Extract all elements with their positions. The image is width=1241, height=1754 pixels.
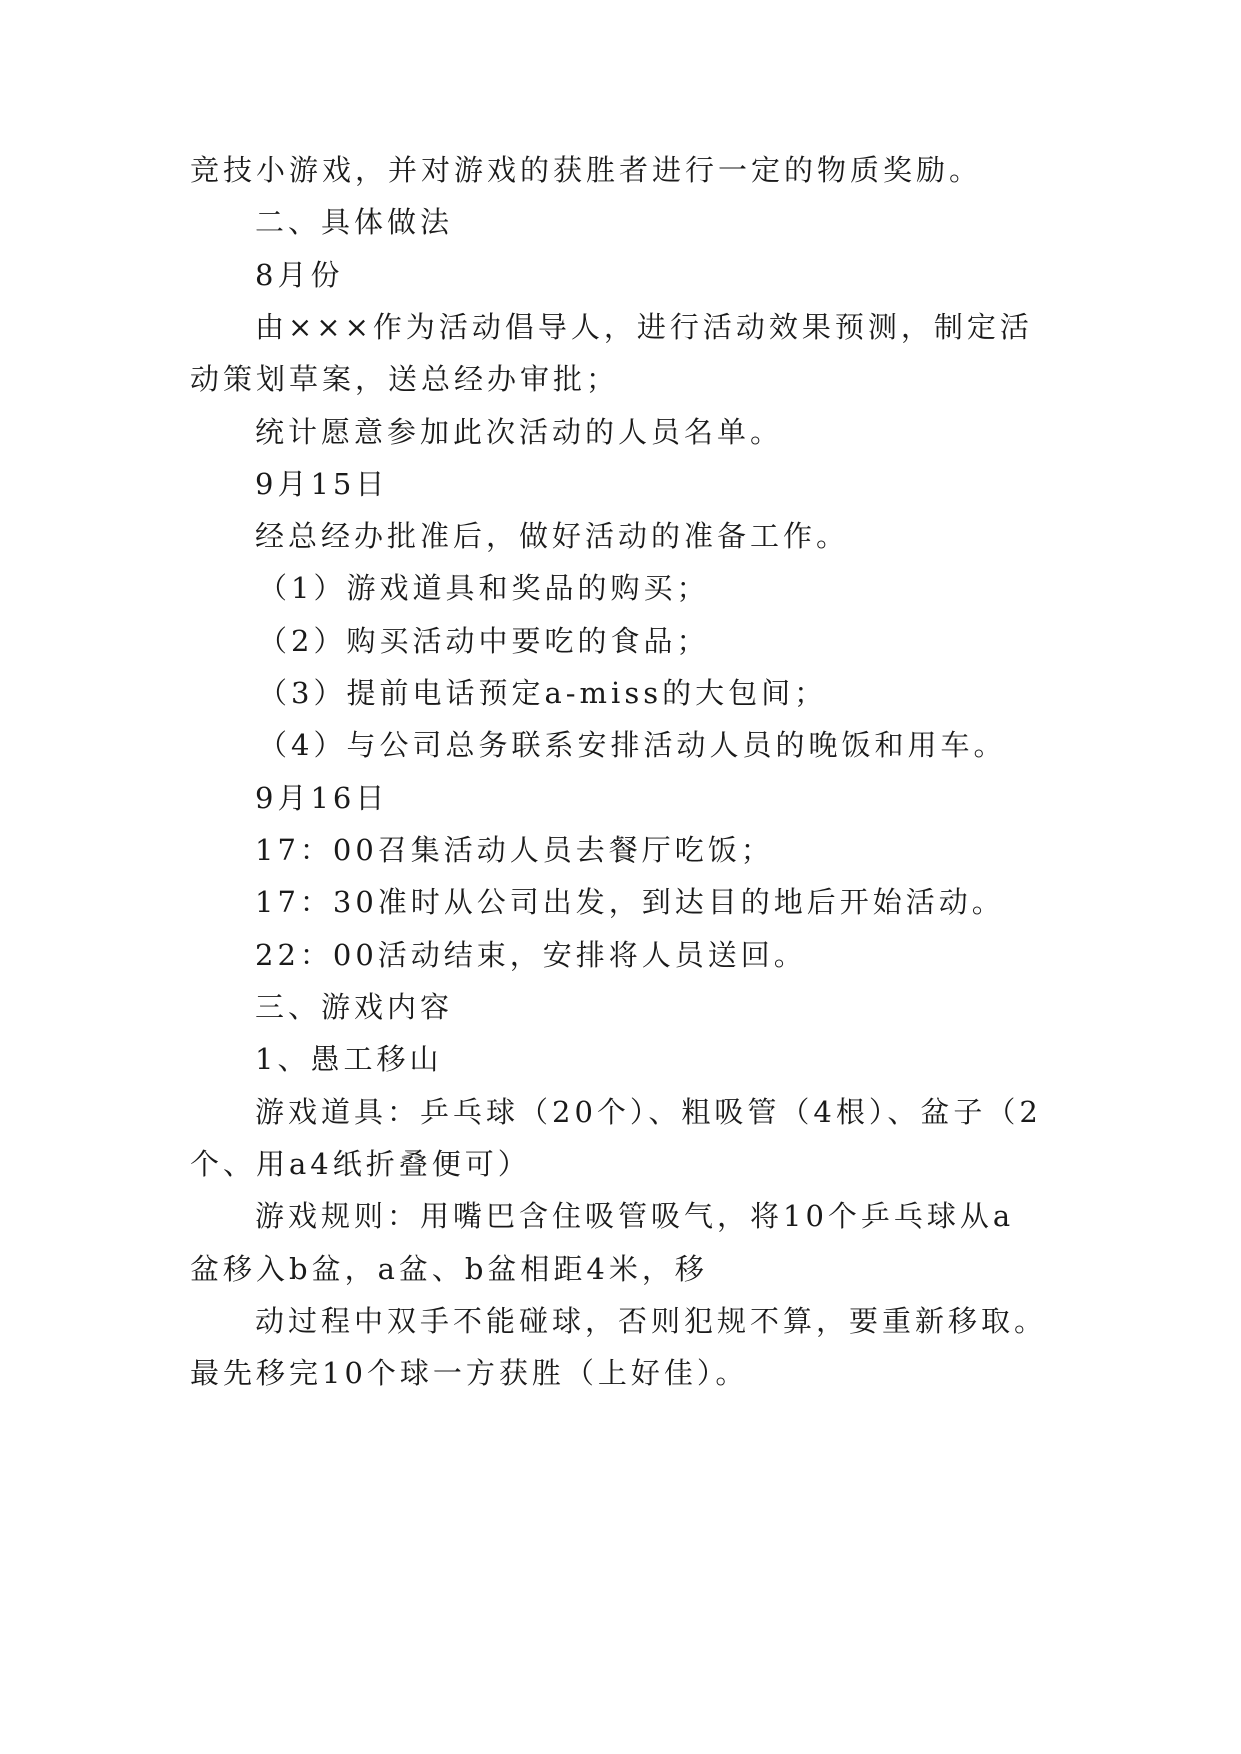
paragraph-line: 动过程中双手不能碰球，否则犯规不算，要重新移取。 [255,1304,1048,1338]
schedule-item: 17：00召集活动人员去餐厅吃饭； [255,833,774,867]
paragraph-line: 盆移入b盆，a盆、b盆相距4米，移 [190,1252,708,1286]
game-title: 1、愚工移山 [255,1042,443,1076]
paragraph-line: 经总经办批准后，做好活动的准备工作。 [255,519,850,553]
paragraph-line: 游戏规则：用嘴巴含住吸管吸气，将10个乒乓球从a [255,1199,1015,1233]
list-item: （2）购买活动中要吃的食品； [258,624,710,658]
schedule-item: 22：00活动结束，安排将人员送回。 [255,938,807,972]
paragraph-line: 游戏道具：乒乓球（20个）、粗吸管（4根）、盆子（2 [255,1095,1042,1129]
list-item: （1）游戏道具和奖品的购买； [258,571,710,605]
schedule-item: 17：30准时从公司出发，到达目的地后开始活动。 [255,885,1005,919]
date-heading: 8月份 [255,258,344,292]
paragraph-line: 动策划草案，送总经办审批； [190,362,620,396]
date-heading: 9月16日 [255,781,389,815]
paragraph-line: 最先移完10个球一方获胜（上好佳）。 [190,1356,749,1390]
list-item: （4）与公司总务联系安排活动人员的晚饭和用车。 [258,728,1007,762]
paragraph-line: 个、用a4纸折叠便可） [190,1147,531,1181]
section-heading: 三、游戏内容 [255,990,454,1024]
date-heading: 9月15日 [255,467,389,501]
paragraph-line: 统计愿意参加此次活动的人员名单。 [255,415,784,449]
paragraph-line: 由×××作为活动倡导人，进行活动效果预测，制定活 [255,310,1033,344]
paragraph-line: 竞技小游戏，并对游戏的获胜者进行一定的物质奖励。 [190,153,983,187]
list-item: （3）提前电话预定a-miss的大包间； [258,676,828,710]
section-heading: 二、具体做法 [255,205,454,239]
